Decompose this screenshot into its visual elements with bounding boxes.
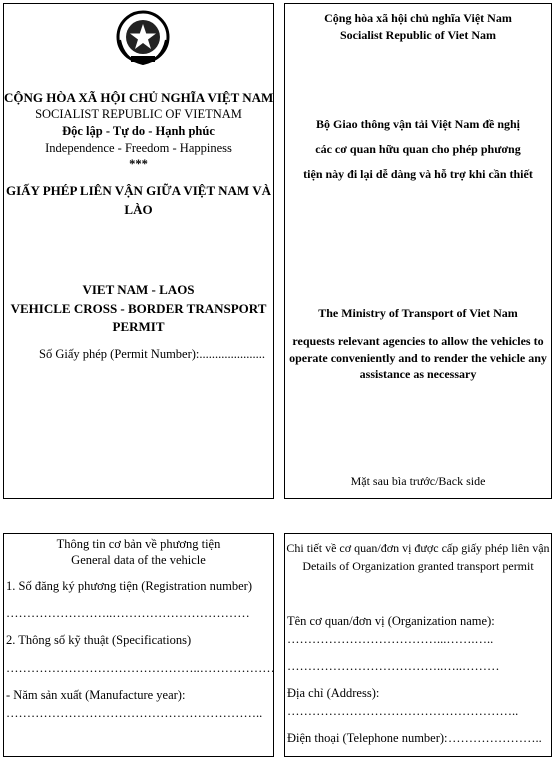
- manufacture-year-field: ……………………………………………………..: [6, 706, 263, 720]
- permit-title-vn-line2: LÀO: [124, 202, 153, 217]
- front-cover-panel: [3, 3, 274, 499]
- request-vn-line2: các cơ quan hữu quan cho phép phương: [315, 142, 521, 156]
- country-name-en: SOCIALIST REPUBLIC OF VIETNAM: [35, 107, 242, 121]
- org-title-vn: Chi tiết về cơ quan/đơn vị được cấp giấy phép liên vận: [286, 541, 550, 555]
- address-field: ………………………………………………..: [287, 704, 519, 718]
- organization-details-panel: [284, 533, 552, 757]
- decor-stars: ***: [129, 157, 148, 171]
- vehicle-title-en: General data of the vehicle: [71, 553, 206, 567]
- vehicle-data-panel: [3, 533, 274, 757]
- motto-vn: Độc lập - Tự do - Hạnh phúc: [62, 124, 215, 138]
- registration-number-field: ……………………..……………………………: [6, 606, 250, 620]
- permit-title-en-line2: VEHICLE CROSS - BORDER TRANSPORT: [10, 301, 267, 316]
- motto-en: Independence - Freedom - Happiness: [45, 141, 232, 155]
- back-header-vn: Cộng hòa xã hội chủ nghĩa Việt Nam: [324, 11, 512, 25]
- address-label: Địa chỉ (Address):: [287, 686, 380, 700]
- specifications-label: 2. Thông số kỹ thuật (Specifications): [6, 633, 192, 647]
- registration-number-label: 1. Số đăng ký phương tiện (Registration number): [6, 579, 252, 593]
- request-vn-line1: Bộ Giao thông vận tải Việt Nam đề nghị: [315, 117, 521, 131]
- national-emblem-icon: [114, 10, 172, 68]
- request-en-line2: operate conveniently and to render the vehicle any: [289, 351, 547, 365]
- specifications-field: ………………………………………..………………: [6, 661, 275, 675]
- permit-title-vn-line1: GIẤY PHÉP LIÊN VẬN GIỮA VIỆT NAM VÀ: [6, 183, 271, 198]
- back-side-footer: Mặt sau bìa trước/Back side: [350, 474, 486, 488]
- permit-title-en-line3: PERMIT: [112, 319, 165, 334]
- organization-name-label: Tên cơ quan/đơn vị (Organization name):: [287, 614, 495, 628]
- request-en-line1: requests relevant agencies to allow the vehicles to: [292, 334, 544, 348]
- back-side-panel: [284, 3, 552, 499]
- back-header-en: Socialist Republic of Viet Nam: [340, 28, 496, 42]
- org-title-en: Details of Organization granted transport permit: [302, 559, 534, 573]
- telephone-label: Điện thoại (Telephone number):: [287, 731, 448, 745]
- organization-name-field-1: ………………………………...…….…..: [287, 632, 494, 646]
- request-en-line3: assistance as necessary: [359, 367, 477, 381]
- ministry-en: The Ministry of Transport of Viet Nam: [318, 306, 518, 320]
- organization-name-field-2: ………………………………..…..………: [287, 659, 500, 673]
- permit-number-field: Số Giấy phép (Permit Number):.....................: [39, 347, 266, 361]
- manufacture-year-label: - Năm sản xuất (Manufacture year):: [6, 688, 186, 702]
- vehicle-title-vn: Thông tin cơ bản về phương tiện: [56, 537, 221, 551]
- country-name-vn: CỘNG HÒA XÃ HỘI CHỦ NGHĨA VIỆT NAM: [4, 90, 274, 105]
- permit-title-en-line1: VIET NAM - LAOS: [82, 282, 195, 297]
- telephone-field: …………………..: [448, 731, 542, 745]
- request-vn-line3: tiện này đi lại dễ dàng và hỗ trợ khi cần thiết: [303, 167, 533, 181]
